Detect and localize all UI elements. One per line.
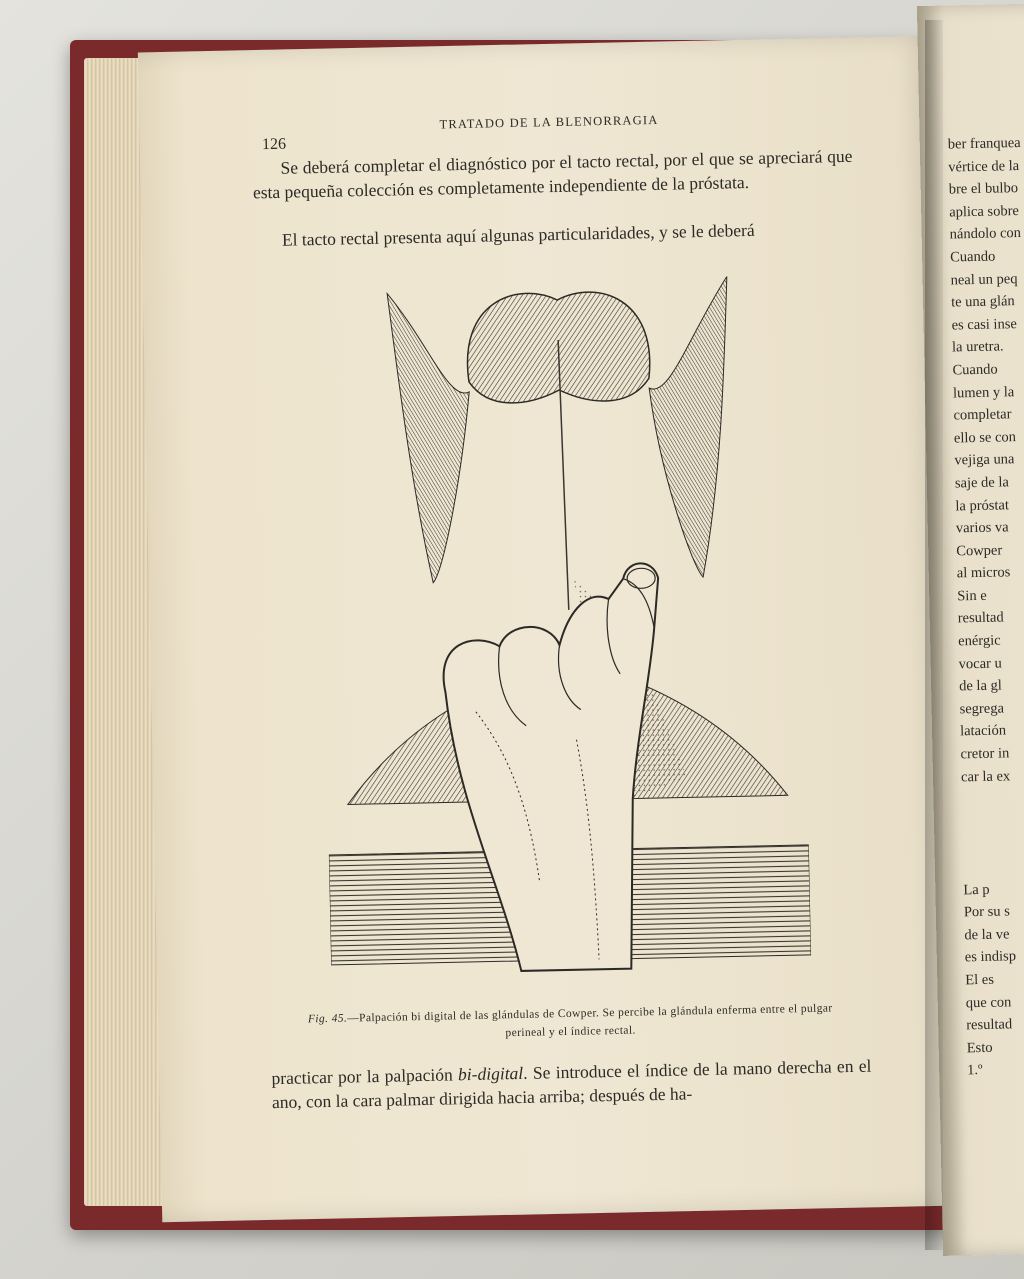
right-page-line: Esto [966, 1039, 993, 1057]
right-page-line [961, 786, 1024, 811]
right-page-line: Cuando [952, 361, 998, 379]
paragraph-3 [271, 1054, 872, 1115]
paragraph-3-end: . Se introduce el índice de la mano derecha en el ano, con la cara palmar dirigida hacia arriba; después de ha- [271, 1055, 872, 1113]
right-page-line: te una glán [950, 293, 1015, 311]
right-page-line: ello se con [953, 428, 1017, 447]
right-page-line: la uretra. [951, 338, 1004, 356]
right-page-line: Cowper [956, 542, 1003, 560]
right-page-line: car la ex [960, 767, 1011, 786]
right-page-line: es indisp [964, 948, 1017, 966]
right-page-line: El es [965, 971, 995, 989]
right-page-line: lumen y la [952, 383, 1015, 401]
anatomical-illustration [317, 275, 812, 1005]
right-page-line: varios va [955, 519, 1009, 537]
figure-caption [300, 999, 841, 1046]
left-thigh-fold [387, 292, 473, 584]
right-page-line [962, 809, 1024, 834]
right-page-line: vejiga una [954, 451, 1015, 469]
right-page-line: bre el bulbo [948, 180, 1019, 198]
page-content [251, 94, 873, 1146]
right-page-line: saje de la [954, 474, 1010, 492]
right-page-line: cretor in [960, 745, 1010, 763]
right-page-line: vértice de la [948, 157, 1020, 176]
right-thigh-fold [647, 276, 733, 578]
running-head: TRATADO DE LA BLENORRAGIA [439, 112, 659, 132]
paragraph-3-italic: bi-digital [457, 1062, 524, 1085]
figure-label: Fig. 45. [307, 1012, 348, 1026]
right-page-line: al micros [956, 564, 1011, 582]
paragraph-2: El tacto rectal presenta aquí algunas particularidades, y se le deberá [281, 219, 755, 250]
right-page-line: resultad [957, 609, 1004, 627]
right-page-line: 1.º [967, 1062, 983, 1079]
page-number: 126 [261, 135, 287, 154]
right-page-text [948, 131, 1024, 1082]
paragraph-3-start: practicar por la palpación [271, 1064, 459, 1089]
right-page-line: Por su s [963, 903, 1010, 921]
paragraph-1: Se deberá completar el diagnóstico por el tacto rectal, por el que se apreciará que esta pequeña colección es completamente independiente de la próstata. [252, 145, 853, 203]
right-page-line: de la gl [959, 677, 1003, 695]
right-page-line [962, 831, 1024, 856]
right-page-line: de la ve [964, 926, 1010, 944]
book-gutter [925, 20, 943, 1250]
right-page-line: vocar u [958, 655, 1002, 673]
right-page-line: completar [953, 406, 1012, 424]
page-header [251, 104, 851, 154]
right-page-line: enérgic [958, 632, 1001, 650]
right-page-line: latación [959, 722, 1007, 740]
right-page-line: que con [965, 993, 1012, 1011]
right-page-line: la próstat [955, 496, 1010, 514]
right-page-line [963, 854, 1024, 879]
right-page-line: ber franquea [947, 134, 1021, 153]
right-page-line: neal un peq [950, 270, 1018, 289]
right-page-line: nándolo con [949, 225, 1022, 243]
right-page-line: segrega [959, 700, 1005, 718]
right-page-line: aplica sobre [949, 202, 1020, 221]
right-page-line: es casi inse [951, 315, 1017, 334]
figure-caption-text: —Palpación bi digital de las glándulas de Cowper. Se percibe la glándula enferma entre el pulgar perineal y el índice rectal. [347, 1002, 833, 1040]
right-page-line: La p [963, 881, 990, 898]
right-page-line: resultad [966, 1016, 1013, 1034]
right-page-line: Sin e [957, 587, 987, 605]
right-page-line: Cuando [950, 248, 996, 266]
